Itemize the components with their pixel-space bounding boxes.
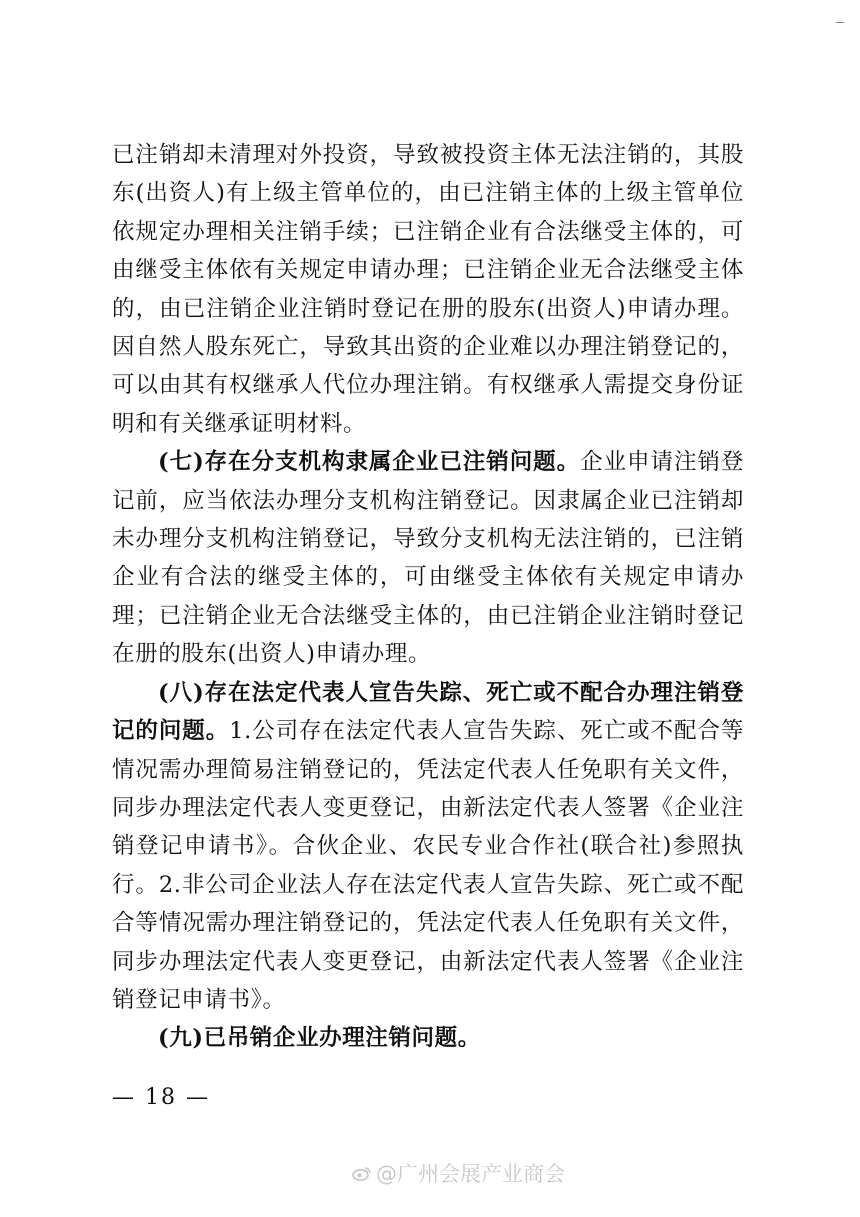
paragraph-heading: (九)已吊销企业办理注销问题。 <box>158 1025 481 1052</box>
watermark-text: @广州会展产业商会 <box>376 1162 565 1186</box>
paragraph-heading: (七)存在分支机构隶属企业已注销问题。 <box>158 449 581 476</box>
weibo-icon <box>352 1165 372 1181</box>
paragraph-heading: (八)存在法定代表人宣告失踪、死亡或不配合办理注销登记的问题。 <box>112 679 744 745</box>
document-body <box>112 136 744 1058</box>
paragraph-section-9 <box>112 1019 744 1057</box>
paragraph-section-7 <box>112 443 744 673</box>
paragraph-section-8 <box>112 674 744 1020</box>
paragraph-continuation <box>112 136 744 443</box>
page-number: — 18 — <box>112 1085 210 1110</box>
paragraph-text: 1.公司存在法定代表人宣告失踪、死亡或不配合等情况需办理简易注销登记的，凭法定代表人任免职有关文件，同步办理法定代表人变更登记，由新法定代表人签署《企业注销登记申请书》。合伙企业、农民专业合作社(联合社)参照执行。2.非公司企业法人存在法定代表人宣告失踪、死亡或不配合等情况需办理注销登记的，凭法定代表人任免职有关文件，同步办理法定代表人变更登记，由新法定代表人签署《企业注销登记申请书》。 <box>112 718 744 1013</box>
paragraph-text: 企业申请注销登记前，应当依法办理分支机构注销登记。因隶属企业已注销却未办理分支机构注销登记，导致分支机构无法注销的，已注销企业有合法的继受主体的，可由继受主体依有关规定申请办理；已注销企业无合法继受主体的，由已注销企业注销时登记在册的股东(出资人)申请办理。 <box>112 449 744 668</box>
paragraph-text: 已注销却未清理对外投资，导致被投资主体无法注销的，其股东(出资人)有上级主管单位的，由已注销主体的上级主管单位依规定办理相关注销手续；已注销企业有合法继受主体的，可由继受主体依有关规定申请办理；已注销企业无合法继受主体的，由已注销企业注销时登记在册的股东(出资人)申请办理。因自然人股东死亡，导致其出资的企业难以办理注销登记的，可以由其有权继承人代位办理注销。有权继承人需提交身份证明和有关继承证明材料。 <box>112 142 744 437</box>
page-edge-mark <box>836 22 844 23</box>
watermark <box>352 1158 565 1188</box>
